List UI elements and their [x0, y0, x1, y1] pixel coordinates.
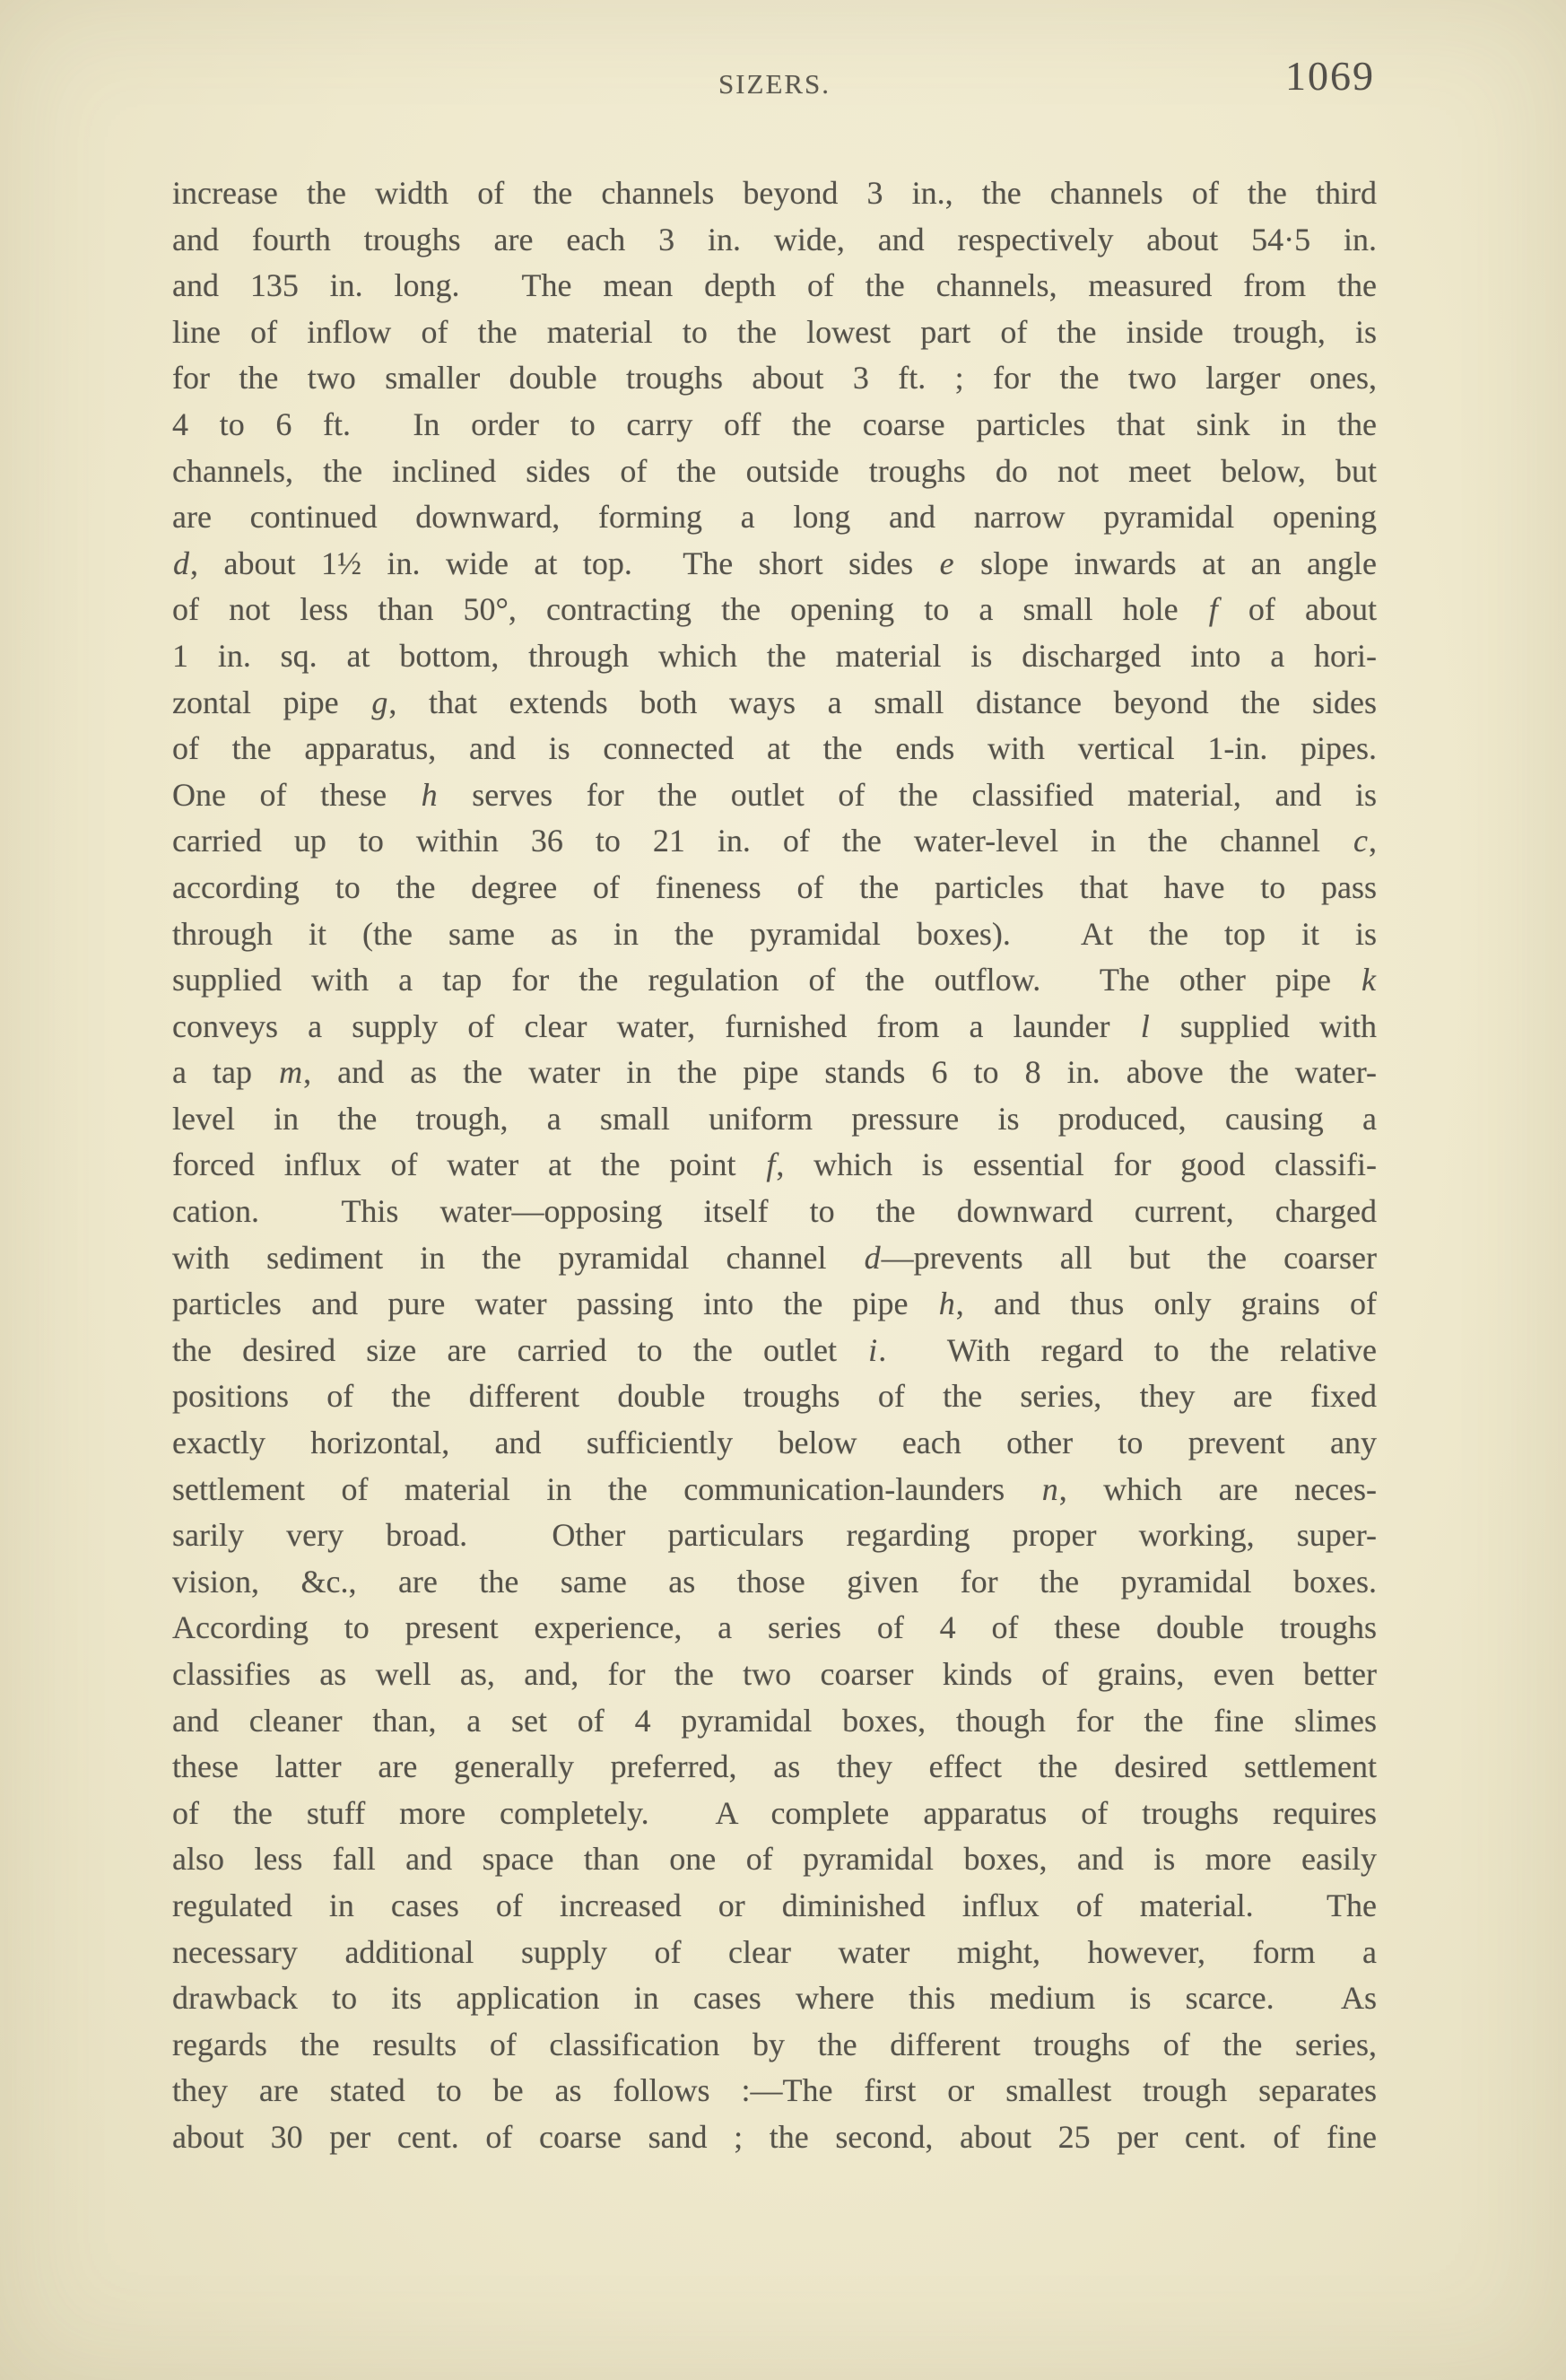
text-line: the desired size are carried to the outlet i. With regard to the relative — [172, 1331, 1377, 1368]
text-line: 1 in. sq. at bottom, through which the material is discharged into a hori- — [172, 637, 1377, 674]
italic-variable: i — [868, 1331, 878, 1368]
italic-variable: d — [173, 545, 189, 581]
italic-variable: l — [1140, 1007, 1150, 1044]
text-line: of the apparatus, and is connected at the ends with vertical 1-in. pipes. — [172, 730, 1377, 767]
running-head — [172, 53, 1377, 106]
text-line: According to present experience, a series of 4 of these double troughs — [172, 1609, 1377, 1646]
text-line: vision, &c., are the same as those given for the pyramidal boxes. — [172, 1563, 1377, 1600]
text-line: for the two smaller double troughs about 3 ft. ; for the two larger ones, — [172, 360, 1377, 397]
text-line: regards the results of classification by the different troughs of the series, — [172, 2026, 1377, 2062]
text-line: carried up to within 36 to 21 in. of the water-level in the channel c, — [172, 823, 1377, 859]
italic-variable: h — [421, 776, 438, 813]
text-line: positions of the different double troughs of the series, they are fixed — [172, 1378, 1377, 1415]
italic-variable: d — [864, 1239, 881, 1276]
text-line: and cleaner than, a set of 4 pyramidal boxes, though for the fine slimes — [172, 1702, 1377, 1739]
text-line: level in the trough, a small uniform pressure is produced, causing a — [172, 1100, 1377, 1137]
italic-variable: f — [1208, 591, 1218, 628]
italic-variable: k — [1362, 962, 1376, 998]
text-line: classifies as well as, and, for the two coarser kinds of grains, even better — [172, 1656, 1377, 1692]
text-line: through it (the same as in the pyramidal boxes). At the top it is — [172, 915, 1377, 952]
text-line: are continued downward, forming a long and narrow pyramidal opening — [172, 499, 1377, 536]
paragraph — [172, 170, 1377, 2161]
page-title: SIZERS. — [718, 68, 831, 100]
text-line: channels, the inclined sides of the outside troughs do not meet below, but — [172, 452, 1377, 489]
italic-variable: g — [371, 684, 388, 720]
text-line: necessary additional supply of clear water might, however, form a — [172, 1933, 1377, 1970]
italic-variable: h — [938, 1286, 955, 1322]
text-line: settlement of material in the communication-launders n, which are neces- — [172, 1470, 1378, 1507]
text-line: drawback to its application in cases where this medium is scarce. As — [172, 1980, 1377, 2017]
text-line: forced influx of water at the point f, which is essential for good classifi- — [172, 1146, 1377, 1183]
italic-variable: e — [939, 545, 954, 581]
text-line: they are stated to be as follows :—The first or smallest trough separates — [172, 2072, 1377, 2109]
text-line: sarily very broad. Other particulars regarding proper working, super- — [172, 1517, 1377, 1554]
italic-variable: m — [279, 1054, 303, 1091]
text-line: these latter are generally preferred, as they effect the desired settlement — [172, 1748, 1377, 1785]
text-line: One of these h serves for the outlet of the classified material, and is — [172, 776, 1377, 813]
text-line: regulated in cases of increased or diminished influx of material. The — [172, 1887, 1377, 1923]
text-line: of not less than 50°, contracting the opening to a small hole f of about — [172, 591, 1378, 628]
text-line: about 30 per cent. of coarse sand ; the second, about 25 per cent. of fine — [172, 2118, 1377, 2155]
text-line: zontal pipe g, that extends both ways a small distance beyond the sides — [172, 684, 1377, 720]
page-number: 1069 — [1285, 53, 1375, 99]
text-line: conveys a supply of clear water, furnished from a launder l supplied with — [172, 1007, 1378, 1044]
text-line: increase the width of the channels beyond 3 in., the channels of the third — [172, 175, 1377, 211]
text-line: of the stuff more completely. A complete apparatus of troughs requires — [172, 1794, 1377, 1831]
text-line: also less fall and space than one of pyramidal boxes, and is more easily — [172, 1841, 1377, 1878]
text-line: and fourth troughs are each 3 in. wide, and respectively about 54·5 in. — [172, 221, 1377, 257]
text-line: according to the degree of fineness of the particles that have to pass — [172, 868, 1377, 905]
text-line: with sediment in the pyramidal channel d—prevents all but the coarser — [172, 1239, 1377, 1276]
italic-variable: f — [766, 1146, 776, 1183]
text-line: cation. This water—opposing itself to the downward current, charged — [172, 1193, 1377, 1230]
text-line: d, about 1½ in. wide at top. The short sides e slope inwards at an angle — [173, 545, 1377, 581]
italic-variable: c — [1353, 823, 1368, 859]
text-line: particles and pure water passing into the pipe h, and thus only grains of — [172, 1286, 1377, 1322]
text-line: line of inflow of the material to the lowest part of the inside trough, is — [172, 313, 1377, 350]
italic-variable: n — [1041, 1470, 1058, 1507]
text-line: exactly horizontal, and sufficiently below each other to prevent any — [172, 1425, 1377, 1461]
text-line: 4 to 6 ft. In order to carry off the coarse particles that sink in the — [172, 405, 1377, 442]
text-line: supplied with a tap for the regulation of the outflow. The other pipe k — [172, 962, 1376, 998]
text-line: and 135 in. long. The mean depth of the channels, measured from the — [172, 267, 1377, 304]
text-line: a tap m, and as the water in the pipe stands 6 to 8 in. above the water- — [172, 1054, 1377, 1091]
